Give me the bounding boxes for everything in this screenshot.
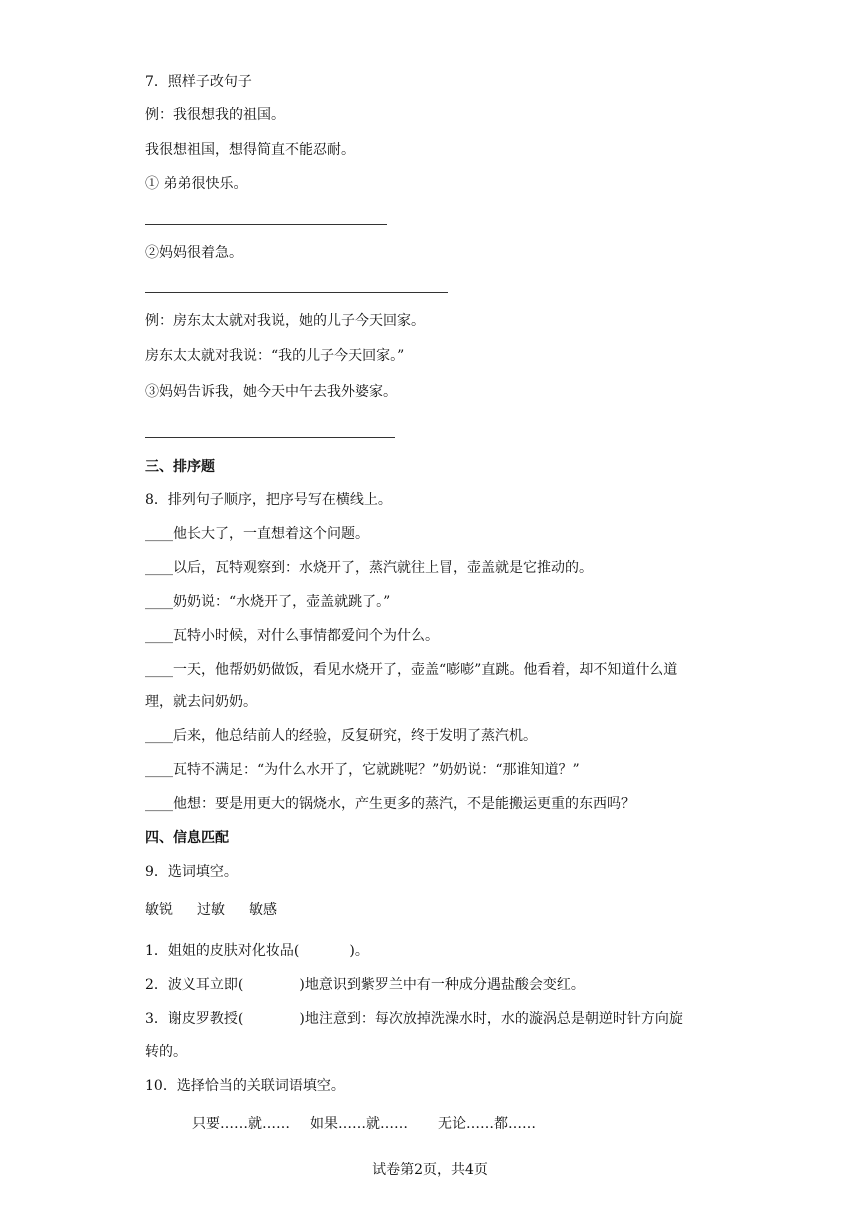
- q7-example-2: 例：房东太太就对我说，她的儿子今天回家。: [145, 313, 425, 329]
- q8-blank[interactable]: ____: [145, 728, 173, 744]
- q8-sentence-continuation: 理，就去问奶奶。: [145, 694, 257, 710]
- q7-example-1: 例：我很想我的祖国。: [145, 107, 285, 123]
- q8-blank[interactable]: ____: [145, 526, 173, 542]
- q7-example-1-answer: 我很想祖国，想得简直不能忍耐。: [145, 142, 355, 158]
- q7-item-2: ②妈妈很着急。: [145, 245, 243, 261]
- q7-item-1: ① 弟弟很快乐。: [145, 176, 248, 192]
- q8-blank[interactable]: ____: [145, 628, 173, 644]
- conjunction-option: 如果……就……: [310, 1116, 408, 1132]
- q8-sentence: ____瓦特小时候，对什么事情都爱问个为什么。: [145, 628, 439, 644]
- q7-example-2-answer: 房东太太就对我说：“我的儿子今天回家。”: [145, 348, 405, 364]
- q8-blank[interactable]: ____: [145, 762, 173, 778]
- section-4-heading: 四、信息匹配: [145, 830, 229, 846]
- q8-sentence: ____他长大了，一直想着这个问题。: [145, 526, 369, 542]
- q9-word-bank: [145, 900, 277, 920]
- word-option: 敏锐: [145, 902, 173, 918]
- q8-blank[interactable]: ____: [145, 594, 173, 610]
- q8-title: 8．排列句子顺序，把序号写在横线上。: [145, 492, 392, 508]
- word-option: 敏感: [249, 902, 277, 918]
- q9-sentence-3: 3．谢皮罗教授( )地注意到：每次放掉洗澡水时，水的漩涡总是朝逆时针方向旋: [145, 1011, 683, 1027]
- conjunction-option: 无论……都……: [438, 1116, 536, 1132]
- q8-sentence: ____他想：要是用更大的锅烧水，产生更多的蒸汽，不是能搬运更重的东西吗？: [145, 796, 635, 812]
- word-option: 过敏: [197, 902, 225, 918]
- q8-blank[interactable]: ____: [145, 662, 173, 678]
- q10-options: [192, 1114, 536, 1134]
- q8-sentence: ____一天，他帮奶奶做饭，看见水烧开了，壶盖“嘭嘭”直跳。他看着，却不知道什么道: [145, 662, 678, 678]
- conjunction-option: 只要……就……: [192, 1116, 290, 1132]
- q8-sentence: ____瓦特不满足：“为什么水开了，它就跳呢？”奶奶说：“那谁知道？”: [145, 762, 580, 778]
- q8-blank[interactable]: ____: [145, 560, 173, 576]
- q9-sentence-2: 2．波义耳立即( )地意识到紫罗兰中有一种成分遇盐酸会变红。: [145, 977, 585, 993]
- section-3-heading: 三、排序题: [145, 459, 215, 475]
- page-footer: 试卷第2页，共4页: [372, 1162, 488, 1178]
- q7-item-3: ③妈妈告诉我，她今天中午去我外婆家。: [145, 384, 397, 400]
- q8-blank[interactable]: ____: [145, 796, 173, 812]
- q9-title: 9．选词填空。: [145, 864, 238, 880]
- q9-sentence-3-continuation: 转的。: [145, 1044, 187, 1060]
- q10-title: 10．选择恰当的关联词语填空。: [145, 1078, 345, 1094]
- q7-title: 7．照样子改句子: [145, 74, 252, 90]
- answer-line-3[interactable]: [145, 437, 395, 438]
- q9-sentence-1: 1．姐姐的皮肤对化妆品( )。: [145, 943, 369, 959]
- q8-sentence: ____后来，他总结前人的经验，反复研究，终于发明了蒸汽机。: [145, 728, 537, 744]
- q8-sentence: ____奶奶说：“水烧开了，壶盖就跳了。”: [145, 594, 391, 610]
- answer-line-1[interactable]: [145, 224, 387, 225]
- q8-sentence: ____以后，瓦特观察到：水烧开了，蒸汽就往上冒，壶盖就是它推动的。: [145, 560, 593, 576]
- answer-line-2[interactable]: [145, 292, 448, 293]
